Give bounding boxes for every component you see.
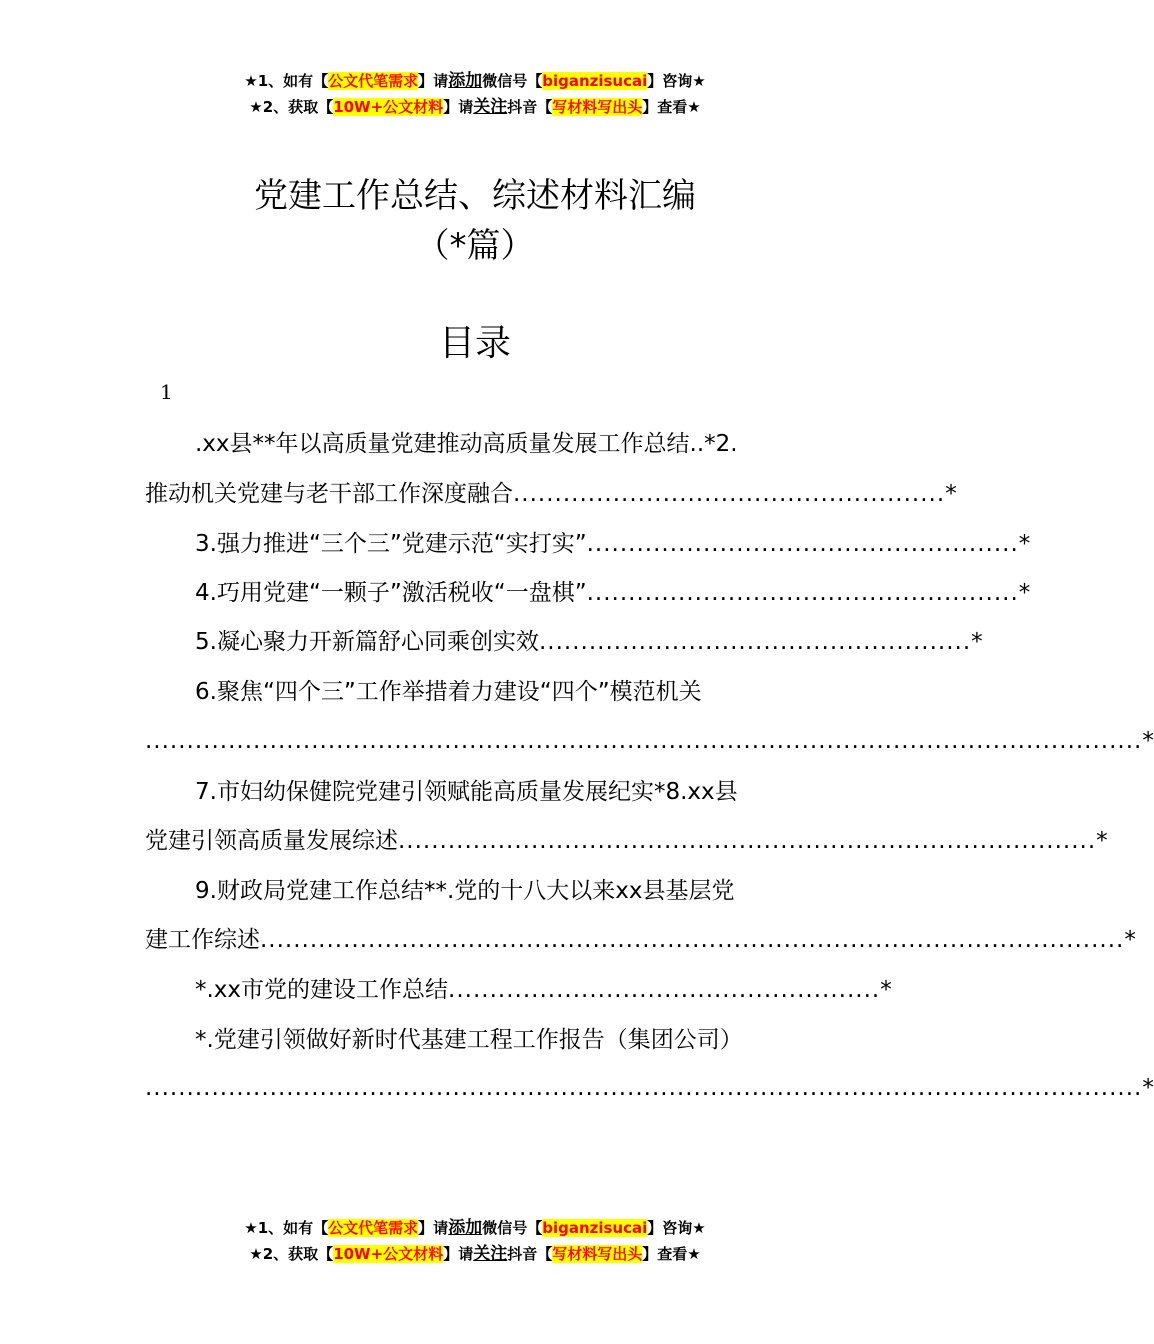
promo-text: 抖音【 [507, 98, 553, 116]
promo-line-2 [0, 94, 950, 120]
promo-text: 】咨询★ [647, 72, 706, 90]
toc-line: *.xx市党的建设工作总结 .................................................... * [195, 977, 892, 1003]
toc-line: 3.强力推进“三个三”党建示范“实打实” .................................................... * [195, 531, 1031, 557]
promo-emphasis: 关注 [473, 1244, 508, 1264]
promo-highlight: biganzisucai [542, 72, 648, 90]
promo-text: 】请 [443, 98, 474, 116]
toc-line: .xx县**年以高质量党建推动高质量发展工作总结..*2. [195, 431, 738, 457]
toc-line: 4.巧用党建“一颗子”激活税收“一盘棋” .................................................... * [195, 580, 1031, 606]
promo-text: ★1、如有【 [244, 72, 329, 90]
promo-highlight: 公文代笔需求 [328, 72, 419, 90]
toc-line: 7.市妇幼保健院党建引领赋能高质量发展纪实*8.xx县 [195, 779, 738, 805]
toc-line: 党建引领高质量发展综述 .................................................................................... * [145, 828, 1108, 854]
promo-highlight: 10W+公文材料 [333, 1245, 444, 1263]
promo-highlight: 写材料写出头 [552, 1245, 643, 1263]
promo-highlight: 10W+公文材料 [333, 98, 444, 116]
document-title: 党建工作总结、综述材料汇编 [254, 176, 696, 216]
promo-text: 微信号【 [482, 1219, 543, 1237]
toc-line: 推动机关党建与老干部工作深度融合 .................................................... * [145, 481, 957, 507]
promo-highlight: 公文代笔需求 [328, 1219, 419, 1237]
promo-banner-bottom [0, 1215, 950, 1267]
promo-highlight: 写材料写出头 [552, 98, 643, 116]
promo-emphasis: 添加 [448, 71, 483, 91]
toc-line: 5.凝心聚力开新篇舒心同乘创实效 .................................................... * [195, 629, 983, 655]
promo-text: ★2、获取【 [249, 1245, 334, 1263]
promo-text: 微信号【 [482, 72, 543, 90]
promo-text: 】请 [418, 1219, 449, 1237]
toc-heading: 目录 [438, 323, 511, 364]
toc-line: 6.聚焦“四个三”工作举措着力建设“四个”模范机关 [195, 679, 702, 705]
promo-emphasis: 添加 [448, 1218, 483, 1238]
toc-line: *.党建引领做好新时代基建工程工作报告（集团公司） [195, 1027, 743, 1053]
promo-text: 抖音【 [507, 1245, 553, 1263]
toc-line: 建工作综述 ........................................................................................................ * [145, 927, 1136, 953]
promo-line-1 [0, 1215, 950, 1241]
page-number: 1 [160, 380, 173, 404]
toc-line: ........................................................................................................................ * [145, 1075, 1154, 1101]
document-subtitle: （*篇） [415, 226, 535, 266]
toc-line: 9.财政局党建工作总结**.党的十八大以来xx县基层党 [195, 878, 735, 904]
promo-highlight: biganzisucai [542, 1219, 648, 1237]
promo-text: 】咨询★ [647, 1219, 706, 1237]
promo-text: ★1、如有【 [244, 1219, 329, 1237]
promo-line-2 [0, 1241, 950, 1267]
promo-emphasis: 关注 [473, 97, 508, 117]
promo-line-1 [0, 68, 950, 94]
promo-text: 】查看★ [642, 1245, 701, 1263]
promo-banner-top [0, 68, 950, 120]
toc-line: ........................................................................................................................ * [145, 728, 1154, 754]
promo-text: ★2、获取【 [249, 98, 334, 116]
promo-text: 】请 [443, 1245, 474, 1263]
promo-text: 】请 [418, 72, 449, 90]
promo-text: 】查看★ [642, 98, 701, 116]
